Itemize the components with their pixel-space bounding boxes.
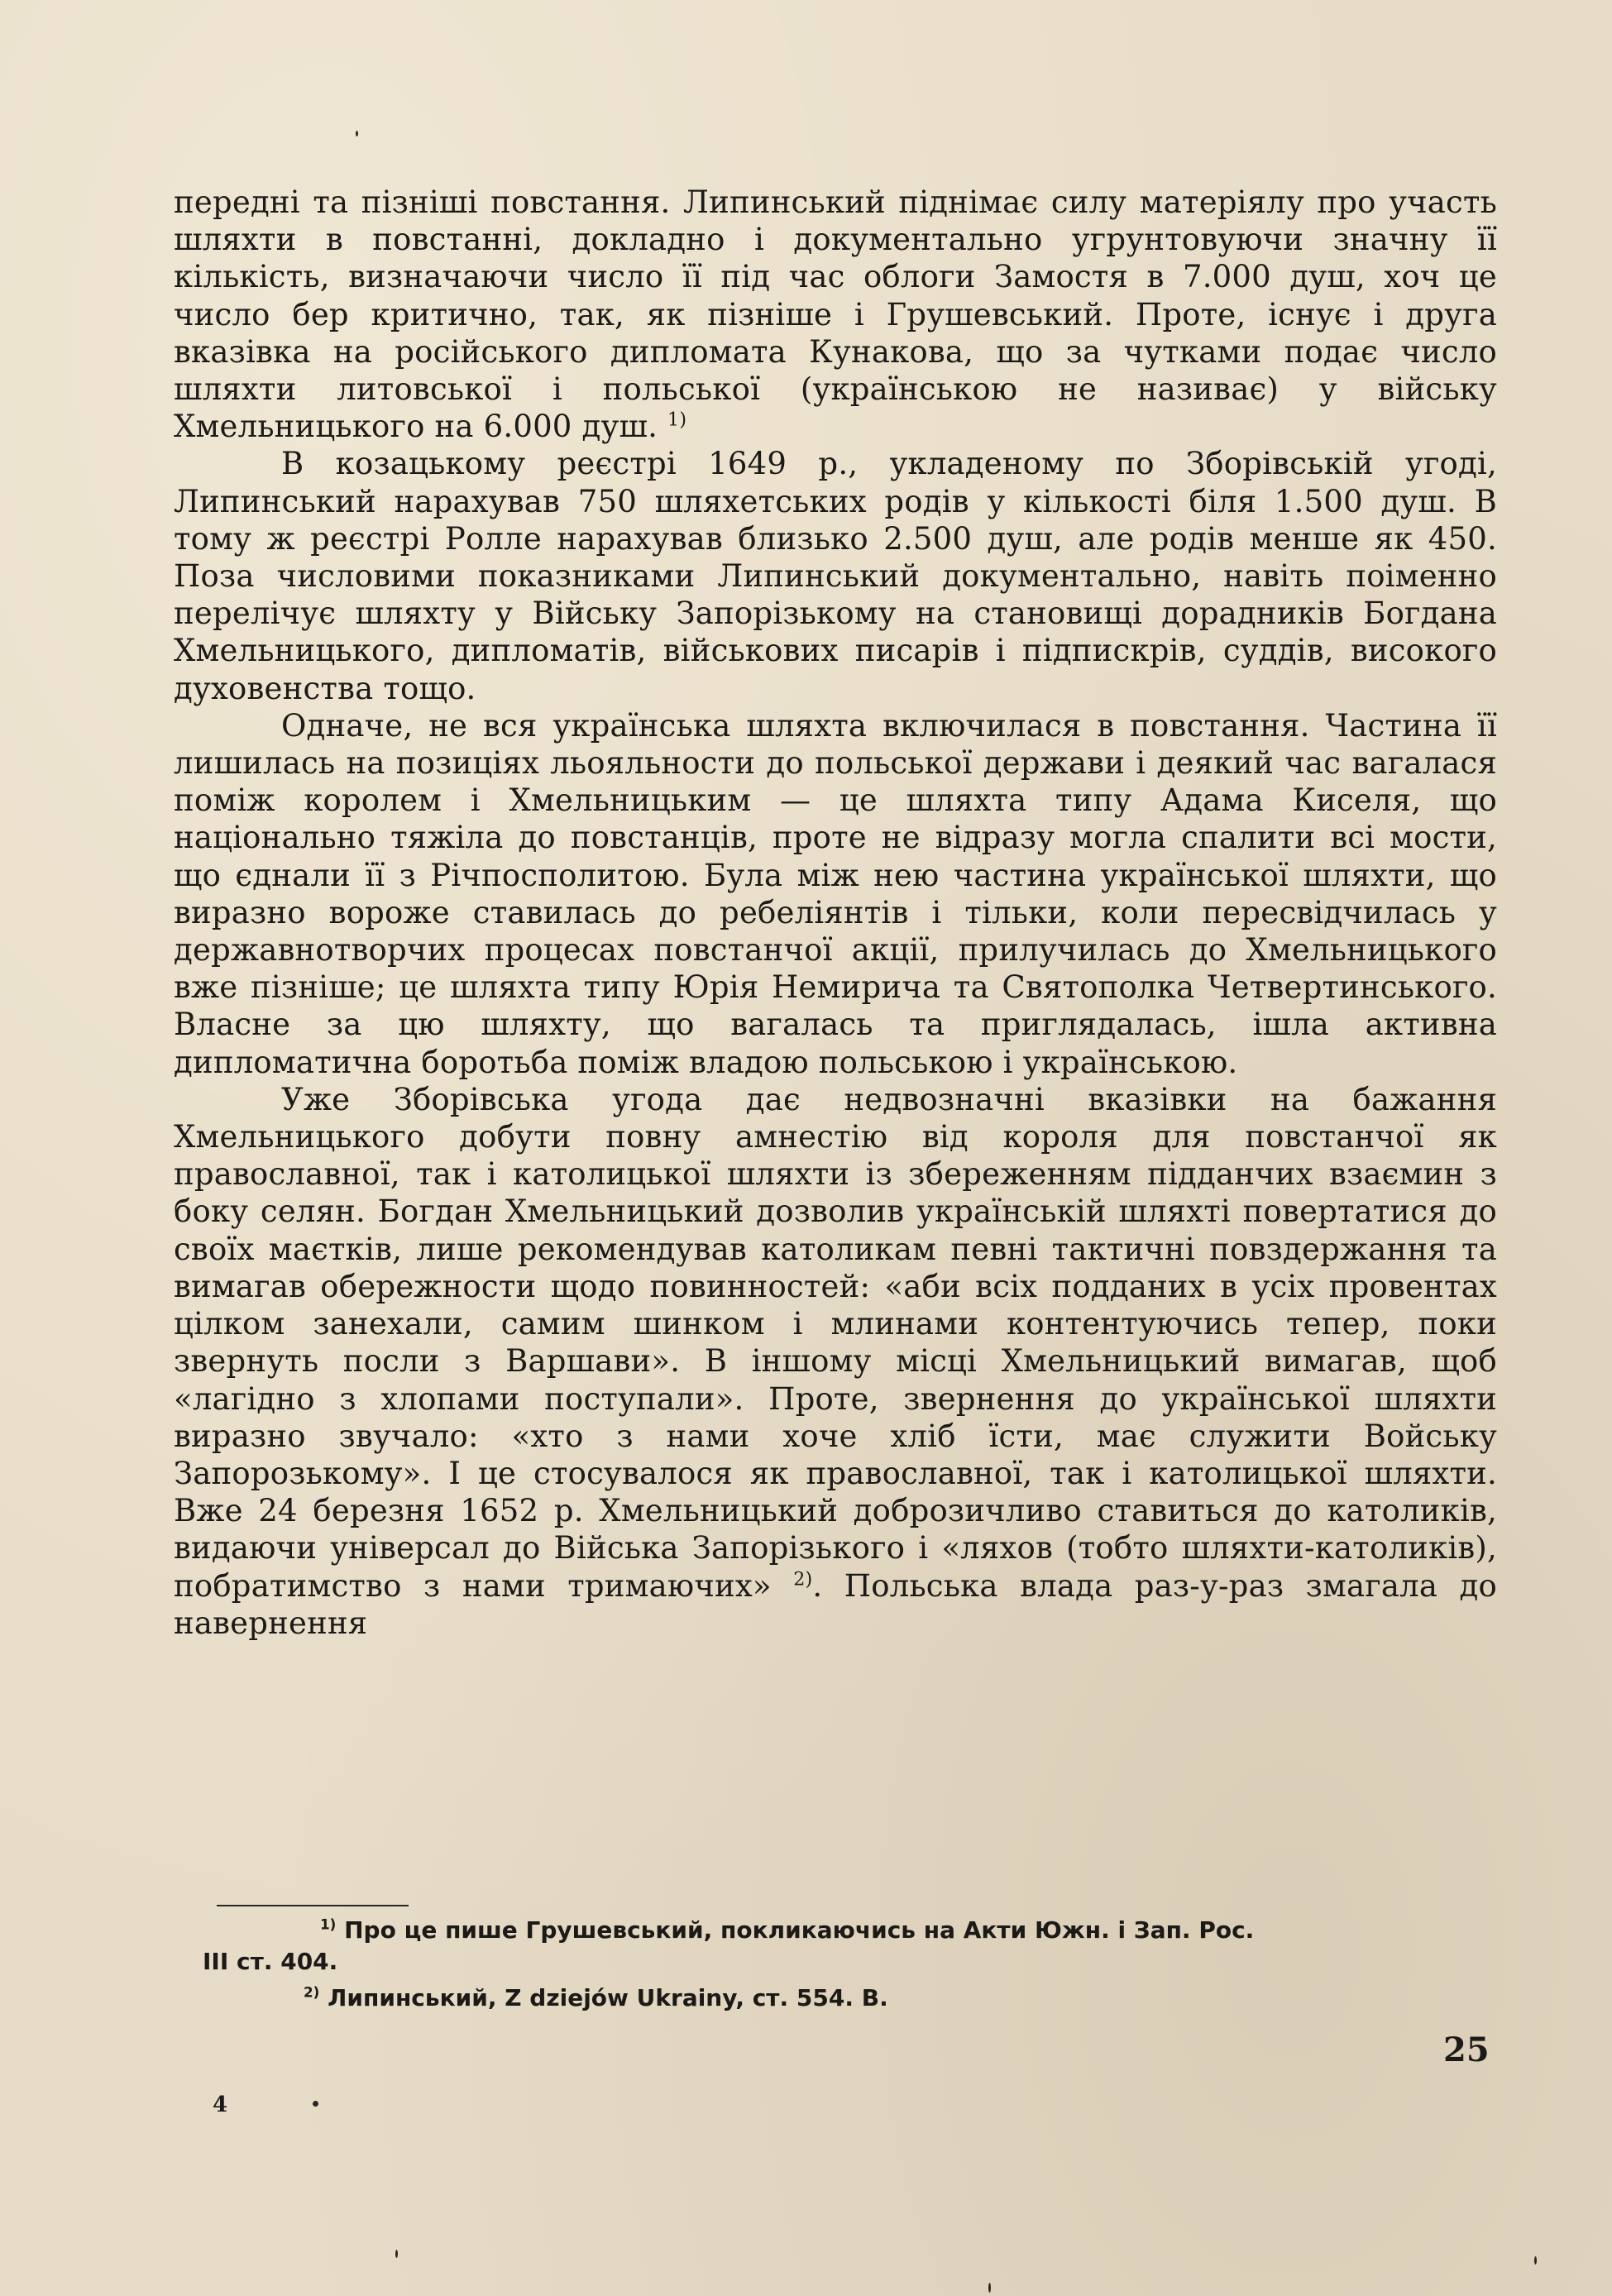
- footnote-2-text: Липинський, Z dziejów Ukrainy, ст. 554. В.: [328, 1984, 888, 2011]
- footnote-2: [304, 1983, 1485, 2014]
- ink-speck: [988, 2283, 991, 2293]
- footnote-1-text: Про це пише Грушевський, покликаючись на Акти Южн. і Зап. Рос.: [344, 1916, 1255, 1944]
- footnote-1-continuation: III ст. 404.: [203, 1948, 338, 1975]
- ink-speck: [356, 131, 358, 136]
- ink-speck: [313, 2101, 318, 2107]
- paragraph-4-tail: . Польська влада раз-у-раз змагала до навернення: [174, 1567, 1497, 1641]
- paragraph-3: Одначе, не вся українська шляхта включилася в повстання. Частина її лишилась на позиціях льояльности до польської держави і деякий час вагалася поміж королем і Хмельницьким — це шляхта типу Адама Киселя, що національно тяжіла до повстанців, проте не відразу могла спалити всі мости, що єднали її з Річпосполитою. Була між нею частина української шляхти, що виразно вороже ставилась до ребеліянтів і тільки, коли пересвідчилась у державнотворчих процесах повстанчої акції, прилучилась до Хмельницького вже пізніше; це шляхта типу Юрія Немирича та Святополка Четвертинського. Власне за цю шляхту, що вагалась та приглядалась, ішла активна дипломатична боротьба поміж владою польською і українською.: [174, 707, 1497, 1080]
- body-text: [174, 184, 1497, 1642]
- paragraph-1-text: передні та пізніші повстання. Липинський піднімає силу матеріялу про участь шляхти в повстанні, докладно і документально угрунтовуючи значну її кількість, визначаючи число її під час облоги Замостя в 7.000 душ, хоч це число бер критично, так, як пізніше і Грушевський. Проте, існує і друга вказівка на російського дипломата Кунакова, що за чутками подає число шляхти литовської і польської (українською не називає) у війську Хмельницького на 6.000 душ.: [174, 184, 1497, 445]
- signature-mark: 4: [213, 2093, 228, 2117]
- page-number: 25: [1443, 2031, 1490, 2069]
- paragraph-4: [174, 1081, 1497, 1642]
- ink-speck: [395, 2250, 398, 2258]
- footnotes: [203, 1915, 1485, 2014]
- ink-speck: [1534, 2256, 1537, 2265]
- paragraph-2: В козацькому реєстрі 1649 р., укладеному по Зборівській угоді, Липинський нарахував 750 шляхетських родів у кількості біля 1.500 душ. В тому ж реєстрі Ролле нарахував близько 2.500 душ, але родів менше як 450. Поза числовими показниками Липинський документально, навіть поіменно перелічує шляхту у Війську Запорізькому на становищі дорадників Богдана Хмельницького, дипломатів, військових писарів і підпискрів, суддів, високого духовенства тощо.: [174, 446, 1497, 706]
- footnote-ref-2: 2): [793, 1568, 813, 1590]
- footnote-ref-1: 1): [667, 409, 687, 431]
- paragraph-1: [174, 184, 1497, 445]
- paragraph-4-text: Уже Зборівська угода дає недвозначні вказівки на бажання Хмельницького добути повну амнестію від короля для повстанчої як православної, так і католицької шляхти із збереженням підданчих взаємин з боку селян. Богдан Хмельницький дозволив українській шляхті повертатися до своїх маєтків, лише рекомендував католикам певні тактичні повздержання та вимагав обережности щодо повинностей: «аби всіх подданих в усіх провентах цілком занехали, самим шинком і млинами контентуючись тепер, поки звернуть посли з Варшави». В іншому місці Хмельницький вимагав, щоб «лагідно з хлопами поступали». Проте, звернення до української шляхти виразно звучало: «хто з нами хоче хліб їсти, має служити Войську Запорозькому». І це стосувалося як православної, так і католицької шляхти. Вже 24 березня 1652 р. Хмельницький доброзичливо ставиться до католиків, видаючи універсал до Війська Запорізького і «ляхов (тобто шляхти-католиків), побратимство з нами тримаючих»: [174, 1081, 1497, 1604]
- footnote-1: [211, 1915, 1485, 1946]
- footnote-1-marker: 1): [320, 1916, 337, 1933]
- footnote-2-marker: 2): [304, 1983, 320, 2001]
- footnote-separator: [217, 1905, 409, 1906]
